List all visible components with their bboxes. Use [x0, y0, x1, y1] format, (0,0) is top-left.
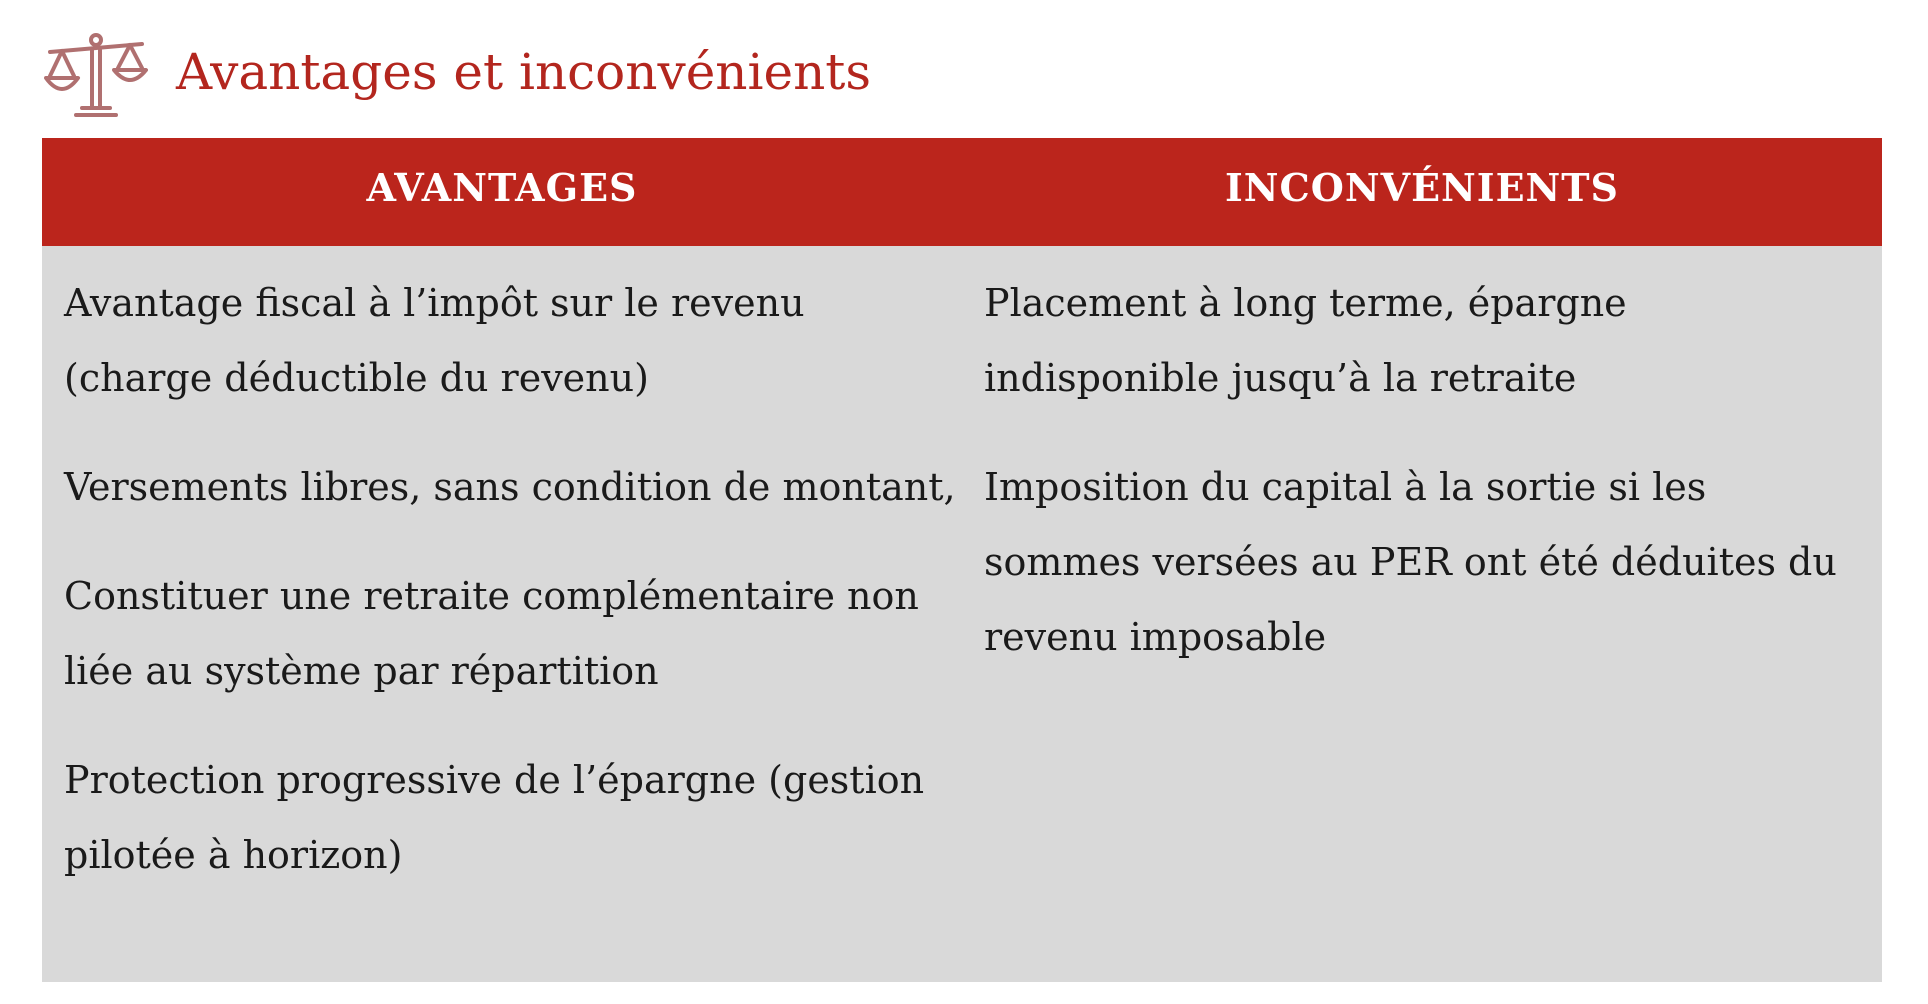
section-header	[44, 22, 871, 122]
disadvantages-column	[984, 246, 1874, 982]
column-heading-advantages: AVANTAGES	[366, 165, 638, 210]
scales-icon	[44, 22, 148, 122]
advantages-column	[64, 246, 964, 982]
page-title: Avantages et inconvénients	[176, 43, 872, 101]
disadvantage-item: Placement à long terme, épargne indisponible jusqu’à la retraite	[984, 281, 1627, 400]
advantage-item: Avantage fiscal à l’impôt sur le revenu (charge déductible du revenu)	[64, 281, 805, 400]
table-header-row	[42, 138, 1882, 246]
comparison-table	[42, 138, 1882, 982]
advantage-item: Constituer une retraite complémentaire non liée au système par répartition	[64, 574, 919, 693]
disadvantage-item: Imposition du capital à la sortie si les sommes versées au PER ont été déduites du revenu imposable	[984, 465, 1837, 659]
advantage-item: Protection progressive de l’épargne (gestion pilotée à horizon)	[64, 758, 925, 877]
column-heading-disadvantages: INCONVÉNIENTS	[1225, 165, 1619, 210]
advantage-item: Versements libres, sans condition de montant,	[64, 465, 956, 509]
